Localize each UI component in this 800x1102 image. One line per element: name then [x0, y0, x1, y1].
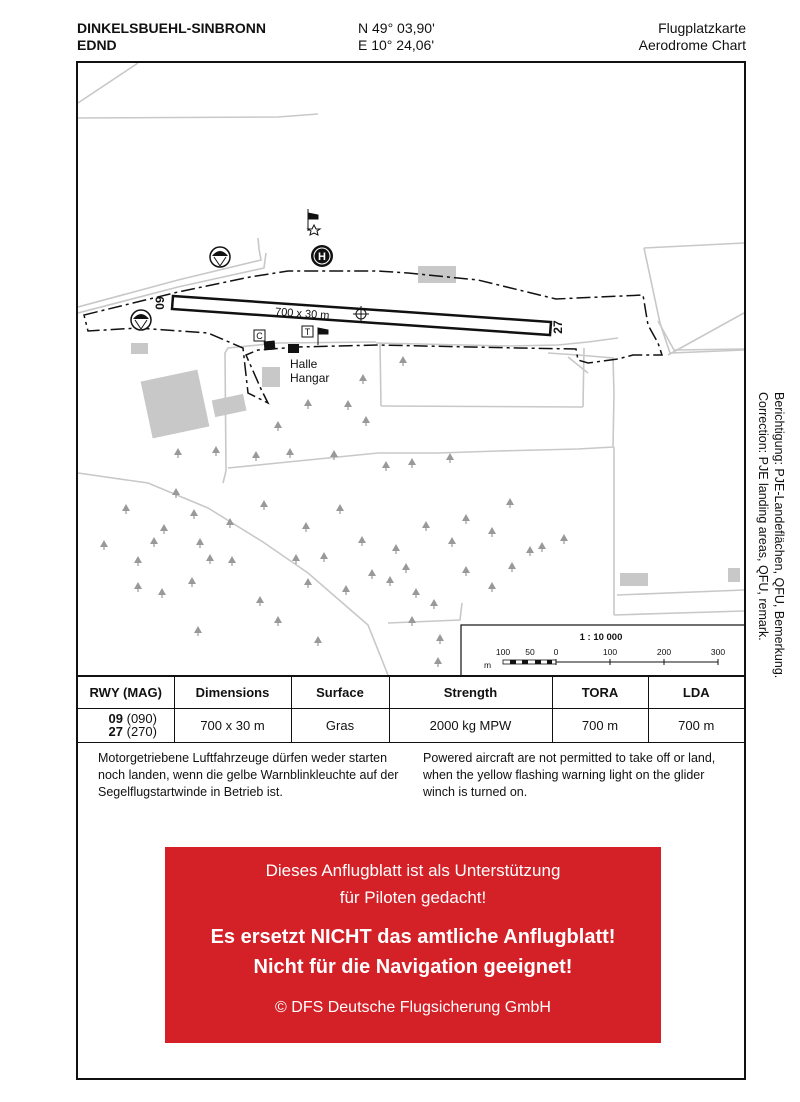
parachute-icon — [210, 247, 230, 267]
parachute-icon-2 — [131, 310, 151, 330]
hangar-building-1 — [264, 340, 276, 350]
tree-icon — [122, 504, 130, 514]
copyright-line: © DFS Deutsche Flugsicherung GmbH — [275, 999, 551, 1016]
heliport-icon — [311, 245, 333, 267]
hangar-label-en: Hangar — [290, 371, 330, 385]
tree-icon — [506, 498, 514, 508]
table-row — [78, 708, 744, 742]
th-tora: TORA — [552, 676, 648, 708]
building-g — [728, 568, 740, 582]
tree-icon — [342, 585, 350, 595]
tree-icon — [330, 450, 338, 460]
tree-icon — [436, 634, 444, 644]
chart-type-en: Aerodrome Chart — [638, 37, 746, 53]
cell-tora: 700 m — [552, 708, 648, 742]
tree-icon — [422, 521, 430, 531]
tree-icon — [462, 514, 470, 524]
tree-icon — [320, 552, 328, 562]
tree-icon — [228, 556, 236, 566]
tree-icon — [412, 588, 420, 598]
building-d — [262, 367, 280, 387]
tree-icon — [434, 657, 442, 667]
scale-unit: m — [484, 660, 492, 670]
scale-tick-6: 300 — [710, 647, 726, 657]
svg-text:C: C — [256, 331, 263, 341]
aerodrome-map — [78, 63, 744, 675]
tree-icon — [526, 546, 534, 556]
scale-box — [461, 625, 744, 675]
icao-code: EDND — [77, 37, 117, 53]
tree-icon — [448, 537, 456, 547]
notice-line-2: für Piloten gedacht! — [339, 888, 487, 907]
building-c — [131, 343, 148, 354]
table-header-row — [78, 676, 744, 708]
runway-dimension-label: 700 x 30 m — [274, 306, 330, 322]
tree-icon — [386, 576, 394, 586]
landing-tee-icon — [302, 326, 313, 337]
building-f — [620, 573, 648, 586]
scale-ratio: 1 : 10 000 — [579, 632, 623, 643]
tree-icon — [260, 500, 268, 510]
tree-icon — [560, 534, 568, 544]
tree-icon — [362, 416, 370, 426]
correction-de: Berichtigung: PJE-Landeflächen, QFU, Bemerkung. — [772, 392, 786, 679]
cell-surface: Gras — [291, 708, 389, 742]
tree-icon — [446, 453, 454, 463]
th-dimensions: Dimensions — [174, 676, 291, 708]
tree-icon — [430, 599, 438, 609]
hangar-label-de: Halle — [290, 357, 318, 371]
scale-tick-3: 0 — [553, 647, 559, 657]
tree-icon — [508, 562, 516, 572]
tree-icon — [344, 400, 352, 410]
tree-icon — [196, 538, 204, 548]
chart-frame — [76, 61, 746, 1080]
remark-en: Powered aircraft are not permitted to take off or land, when the yellow flashing warning light on the glider winch is turned on. — [423, 751, 716, 799]
correction-en: Correction: PJE landing areas, QFU, remark. — [756, 392, 770, 641]
tree-icon — [190, 509, 198, 519]
tree-icon — [304, 578, 312, 588]
cell-lda: 700 m — [648, 708, 744, 742]
th-surface: Surface — [291, 676, 389, 708]
customs-icon — [254, 330, 265, 341]
cell-rwy: 09 (090) 27 (270) — [78, 708, 174, 742]
runway-designator-east: 27 — [551, 320, 565, 334]
tree-icon — [402, 563, 410, 573]
windsock-beacon-icon — [308, 209, 320, 235]
tree-icon — [382, 461, 390, 471]
runway-table — [78, 675, 744, 743]
cell-dimensions: 700 x 30 m — [174, 708, 291, 742]
tree-icon — [274, 616, 282, 626]
tree-icon — [392, 544, 400, 554]
scale-tick-2: 50 — [525, 647, 535, 657]
tree-icon — [150, 537, 158, 547]
tree-icon — [212, 446, 220, 456]
th-rwy: RWY (MAG) — [78, 676, 174, 708]
tree-icon — [100, 540, 108, 550]
notice-line-1: Dieses Anflugblatt ist als Unterstützung — [265, 861, 561, 880]
aerodrome-name: DINKELSBUEHL-SINBRONN — [77, 20, 266, 36]
tree-icon — [286, 448, 294, 458]
th-strength: Strength — [389, 676, 552, 708]
tree-icon — [488, 582, 496, 592]
th-lda: LDA — [648, 676, 744, 708]
tree-icon — [359, 374, 367, 384]
chart-type — [639, 20, 746, 54]
tree-icon — [188, 577, 196, 587]
tree-icon — [160, 524, 168, 534]
building-b — [212, 394, 247, 417]
tree-icon — [252, 451, 260, 461]
tree-icon — [368, 569, 376, 579]
tree-icon — [304, 399, 312, 409]
scale-tick-5: 200 — [656, 647, 672, 657]
notice-line-3: Es ersetzt NICHT das amtliche Anflugblatt! — [210, 926, 616, 948]
scale-tick-4: 100 — [602, 647, 618, 657]
tree-icon — [134, 582, 142, 592]
building-hall — [141, 370, 210, 439]
chart-type-de: Flugplatzkarte — [658, 20, 746, 36]
svg-text:H: H — [318, 251, 326, 263]
coordinates — [358, 20, 435, 54]
tree-icon — [274, 421, 282, 431]
disclaimer-notice — [165, 847, 661, 1043]
tree-icon — [408, 458, 416, 468]
correction-note — [754, 392, 790, 702]
tree-icon — [399, 356, 407, 366]
cell-strength: 2000 kg MPW — [389, 708, 552, 742]
tree-icon — [302, 522, 310, 532]
tree-icon — [462, 566, 470, 576]
latitude: N 49° 03,90' — [358, 20, 435, 36]
tree-icon — [134, 556, 142, 566]
tree-icon — [158, 588, 166, 598]
tree-icon — [336, 504, 344, 514]
longitude: E 10° 24,06' — [358, 37, 434, 53]
tree-icon — [538, 542, 546, 552]
tree-icon — [408, 616, 416, 626]
svg-text:T: T — [304, 327, 311, 337]
tree-icon — [314, 636, 322, 646]
tree-icon — [256, 596, 264, 606]
tree-icon — [488, 527, 496, 537]
tree-icon — [174, 448, 182, 458]
scale-tick-1: 100 — [495, 647, 511, 657]
runway-designator-west: 09 — [153, 296, 167, 310]
aerodrome-title — [77, 20, 266, 54]
notice-line-4: Nicht für die Navigation geeignet! — [253, 956, 573, 978]
tree-icon — [206, 554, 214, 564]
tree-icon — [358, 536, 366, 546]
tree-icon — [194, 626, 202, 636]
remark-de: Motorgetriebene Luftfahrzeuge dürfen weder starten noch landen, wenn die gelbe Warnblinkleuchte auf der Segelflugstartwinde in Betrieb ist. — [98, 751, 399, 799]
hangar-building-2 — [288, 344, 299, 353]
